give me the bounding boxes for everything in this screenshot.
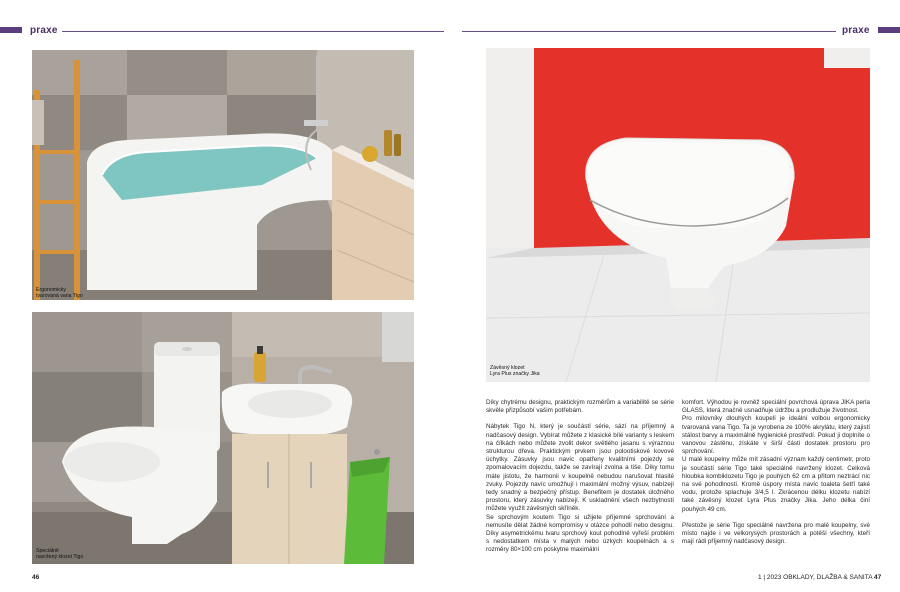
toilet-set-caption-line2: navržený klozet Tigo <box>36 554 84 561</box>
wall-toilet-caption-line2: Lyra Plus značky Jika <box>490 371 540 378</box>
toilet-set-caption <box>36 548 83 561</box>
article-paragraph: Pro milovníky dlouhých koupelí je ideální volbou ergonomicky tvarovaná vana Tigo. Ta je vyrobena ze 100% akrylátu, který zajistí stálost barvy a maximálně hygienické prostředí. Pokud ji doplníte o vanovou zástěnu, získáte v širší části dostatek prostoru pro sprchování. <box>682 415 870 456</box>
issue-label: 1 | 2023 OBKLADY, DLAŽBA & SANITA <box>758 574 873 581</box>
bathtub-illustration <box>32 50 414 300</box>
article-column-2 <box>682 399 870 546</box>
article-paragraph: komfort. Výhodou je rovněž speciální povrchová úprava JIKA perla GLASS, která značně usnadňuje údržbu a prodlužuje životnost. <box>682 399 870 415</box>
toilet-set-photo <box>32 312 414 564</box>
toilet-set-illustration <box>32 312 414 564</box>
wall-toilet-caption-line1: Závěsný klozet <box>490 365 525 371</box>
article-paragraph: Díky chytrému designu, praktickým rozměrům a variabilitě se série skvěle přizpůsobí vašim potřebám. <box>486 399 674 415</box>
bathtub-photo <box>32 50 414 300</box>
section-label-right: praxe <box>842 25 870 36</box>
section-rule-right <box>462 31 836 32</box>
section-rule-left <box>62 31 444 32</box>
section-tab-left <box>0 27 22 33</box>
section-label-left: praxe <box>30 25 58 36</box>
folio-right <box>758 574 881 581</box>
page-number-left: 46 <box>32 574 40 581</box>
bathtub-caption <box>36 287 83 300</box>
page-number-right: 47 <box>874 574 882 581</box>
wall-toilet-caption <box>490 365 540 378</box>
article-paragraph: U malé koupelny může mít zásadní význam každý centimetr, proto je součástí série Tigo také speciálně navržený klozet. Celková hloubka kombiklozetu Tigo je pouhých 62 cm a přitom neztrácí nic na své pohodlnosti. Kromě úspory místa navíc toaleta šetří také vodu, protože splachuje 3/4,5 l. Zkrácenou délku klozetu nabízí také závěsný klozet Lyra Plus značky Jika. Jeho délka činí pouhých 49 cm. <box>682 456 870 513</box>
wall-toilet-photo <box>486 48 870 382</box>
bathtub-caption-line2: tvarovaná vana Tigo <box>36 293 83 300</box>
toilet-set-caption-line1: Speciálně <box>36 548 59 554</box>
article-paragraph: Nábytek Tigo N, který je součástí série, sází na příjemný a nadčasový design. Vybírat můžete z klasické bílé varianty s leskem na čílkách nebo můžete zvolit dekor světlého jasanu s výraznou strukturou dřeva. Praktickým prvkem jsou polootiskové kovové úchytky. Zásuvky jsou navíc opatřeny kvalitními pojezdy se zpomalovacím dojezdu, takže se zavírají zvolna a tiše. Díky tomu máte jistotu, že harmonii v koupelně nebudou narušovat hlasité zvuky. Pojezdy navíc umožňují i maximální možný výsuv, nabízejí tedy snadný a bezpečný přístup. Benefitem je dostatek úložného prostoru, který zásuvky nabízejí. K uskladnění všech nezbytností můžete využít závěsných skříněk. <box>486 423 674 513</box>
article-column-1 <box>486 399 674 555</box>
bathtub-caption-line1: Ergonomicky <box>36 287 66 293</box>
article-paragraph: Přestože je série Tigo speciálně navržena pro malé koupelny, své místo najde i ve velkorysých prostorách a potěší všechny, kteří mají rádi příjemný nadčasový design. <box>682 521 870 546</box>
section-tab-right <box>878 27 900 33</box>
article-paragraph: Se sprchovým koutem Tigo si užijete příjemné sprchování a nemusíte dělat žádné kompromisy v otázce pohodlí nebo designu. Díky asymetrickému tvaru sprchový kout pohodlně vyřeší problém s nedostatkem místa v malých nebo úzkých koupelnách a s rozměry 80×100 cm poskytne maximální <box>486 513 674 554</box>
wall-toilet-illustration <box>486 48 870 382</box>
